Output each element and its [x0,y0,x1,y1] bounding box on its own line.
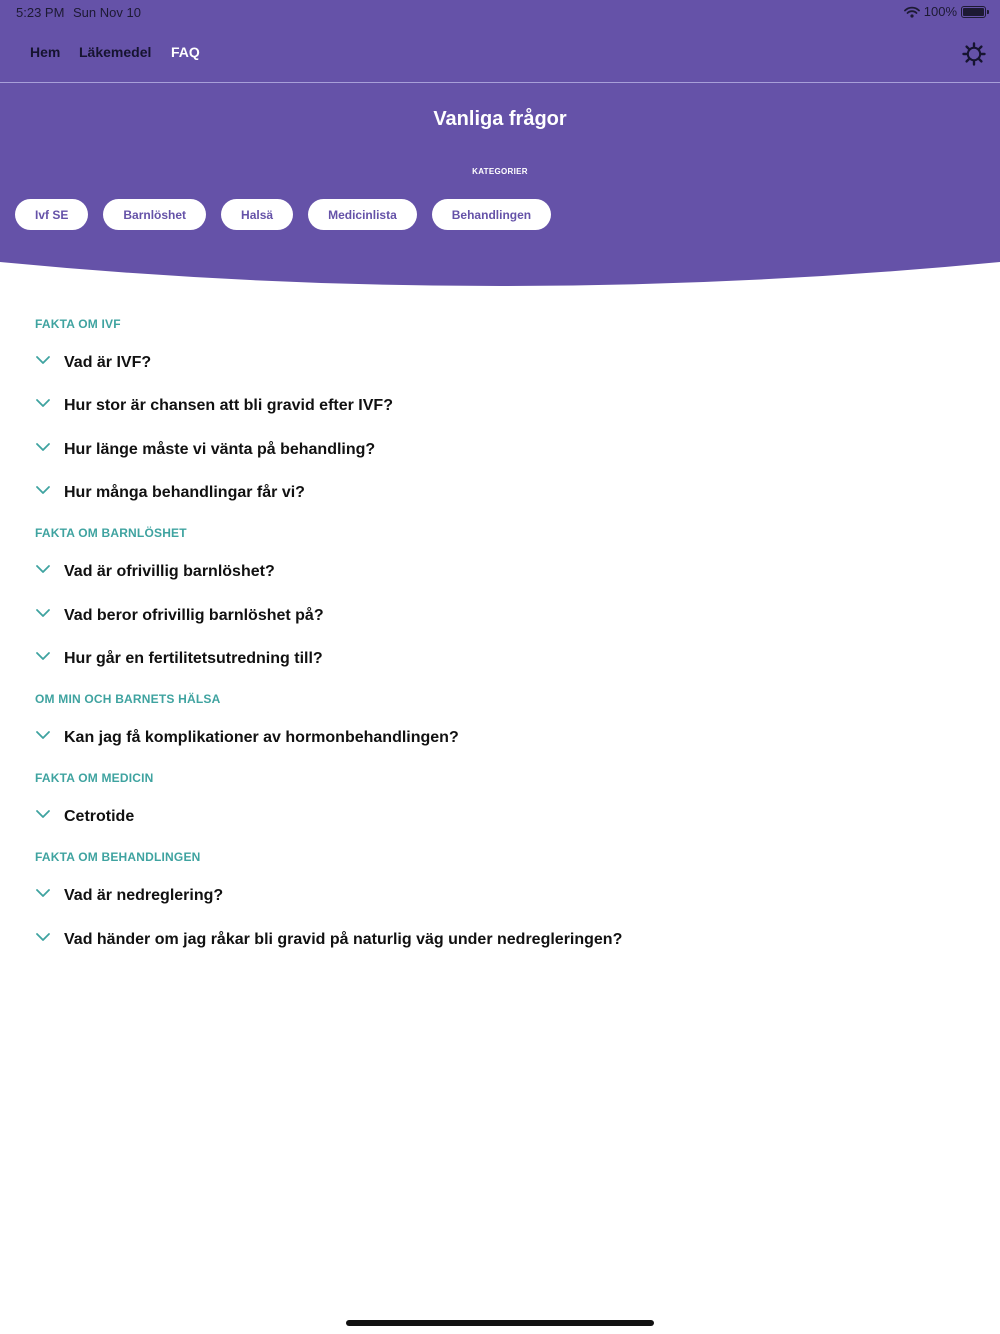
faq-question: Vad beror ofrivillig barnlöshet på? [64,607,324,624]
faq-item[interactable] [35,928,622,952]
faq-question: Vad är ofrivillig barnlöshet? [64,563,275,580]
chip-behandlingen[interactable]: Behandlingen [432,199,551,230]
section-title-fakta-om-barnloshet: FAKTA OM BARNLÖSHET [35,526,187,540]
faq-question: Hur många behandlingar får vi? [64,484,305,501]
nav-divider [0,82,1000,83]
faq-question: Kan jag få komplikationer av hormonbehandlingen? [64,729,459,746]
faq-item[interactable] [35,560,275,584]
header [0,0,1000,300]
section-title-fakta-om-ivf: FAKTA OM IVF [35,317,121,331]
gear-icon[interactable] [962,42,986,66]
chevron-down-icon [35,354,51,366]
battery-percent: 100% [923,4,957,19]
nav-item-hem[interactable]: Hem [30,44,61,60]
section-title-fakta-om-behandlingen: FAKTA OM BEHANDLINGEN [35,850,201,864]
faq-question: Vad är nedreglering? [64,887,224,904]
chip-medicinlista[interactable]: Medicinlista [308,199,417,230]
chevron-down-icon [35,650,51,662]
chevron-down-icon [35,808,51,820]
chevron-down-icon [35,607,51,619]
wifi-icon [904,6,920,18]
status-date: Sun Nov 10 [73,5,141,20]
chip-ivf-se[interactable]: Ivf SE [15,199,88,230]
status-bar [0,0,1000,24]
chip-halsa[interactable]: Halsä [221,199,293,230]
chevron-down-icon [35,931,51,943]
nav-item-lakemedel[interactable]: Läkemedel [79,44,152,60]
chevron-down-icon [35,441,51,453]
category-chips [15,199,551,230]
faq-question: Hur länge måste vi vänta på behandling? [64,441,376,458]
faq-question: Cetrotide [64,808,135,825]
faq-item[interactable] [35,884,223,908]
faq-question: Vad är IVF? [64,354,152,371]
faq-item[interactable] [35,394,393,418]
faq-item[interactable] [35,647,323,671]
chip-barnloshet[interactable]: Barnlöshet [103,199,206,230]
battery-icon [961,6,986,18]
chevron-down-icon [35,397,51,409]
chevron-down-icon [35,887,51,899]
status-indicators [904,4,986,19]
section-title-om-min-och-barnets-halsa: OM MIN OCH BARNETS HÄLSA [35,692,221,706]
chevron-down-icon [35,484,51,496]
top-navigation [0,40,1000,70]
faq-question: Hur går en fertilitetsutredning till? [64,650,323,667]
faq-item[interactable] [35,351,151,375]
faq-item[interactable] [35,726,459,750]
faq-question: Hur stor är chansen att bli gravid efter IVF? [64,397,393,414]
faq-item[interactable] [35,805,134,829]
faq-item[interactable] [35,438,375,462]
home-indicator[interactable] [346,1320,654,1326]
section-title-fakta-om-medicin: FAKTA OM MEDICIN [35,771,154,785]
nav-item-faq[interactable]: FAQ [171,44,200,60]
faq-item[interactable] [35,481,305,505]
faq-item[interactable] [35,604,324,628]
categories-label: KATEGORIER [472,167,528,176]
chevron-down-icon [35,729,51,741]
page-title: Vanliga frågor [433,108,567,130]
faq-question: Vad händer om jag råkar bli gravid på naturlig väg under nedregleringen? [64,931,623,948]
status-time: 5:23 PM [16,5,65,20]
chevron-down-icon [35,563,51,575]
